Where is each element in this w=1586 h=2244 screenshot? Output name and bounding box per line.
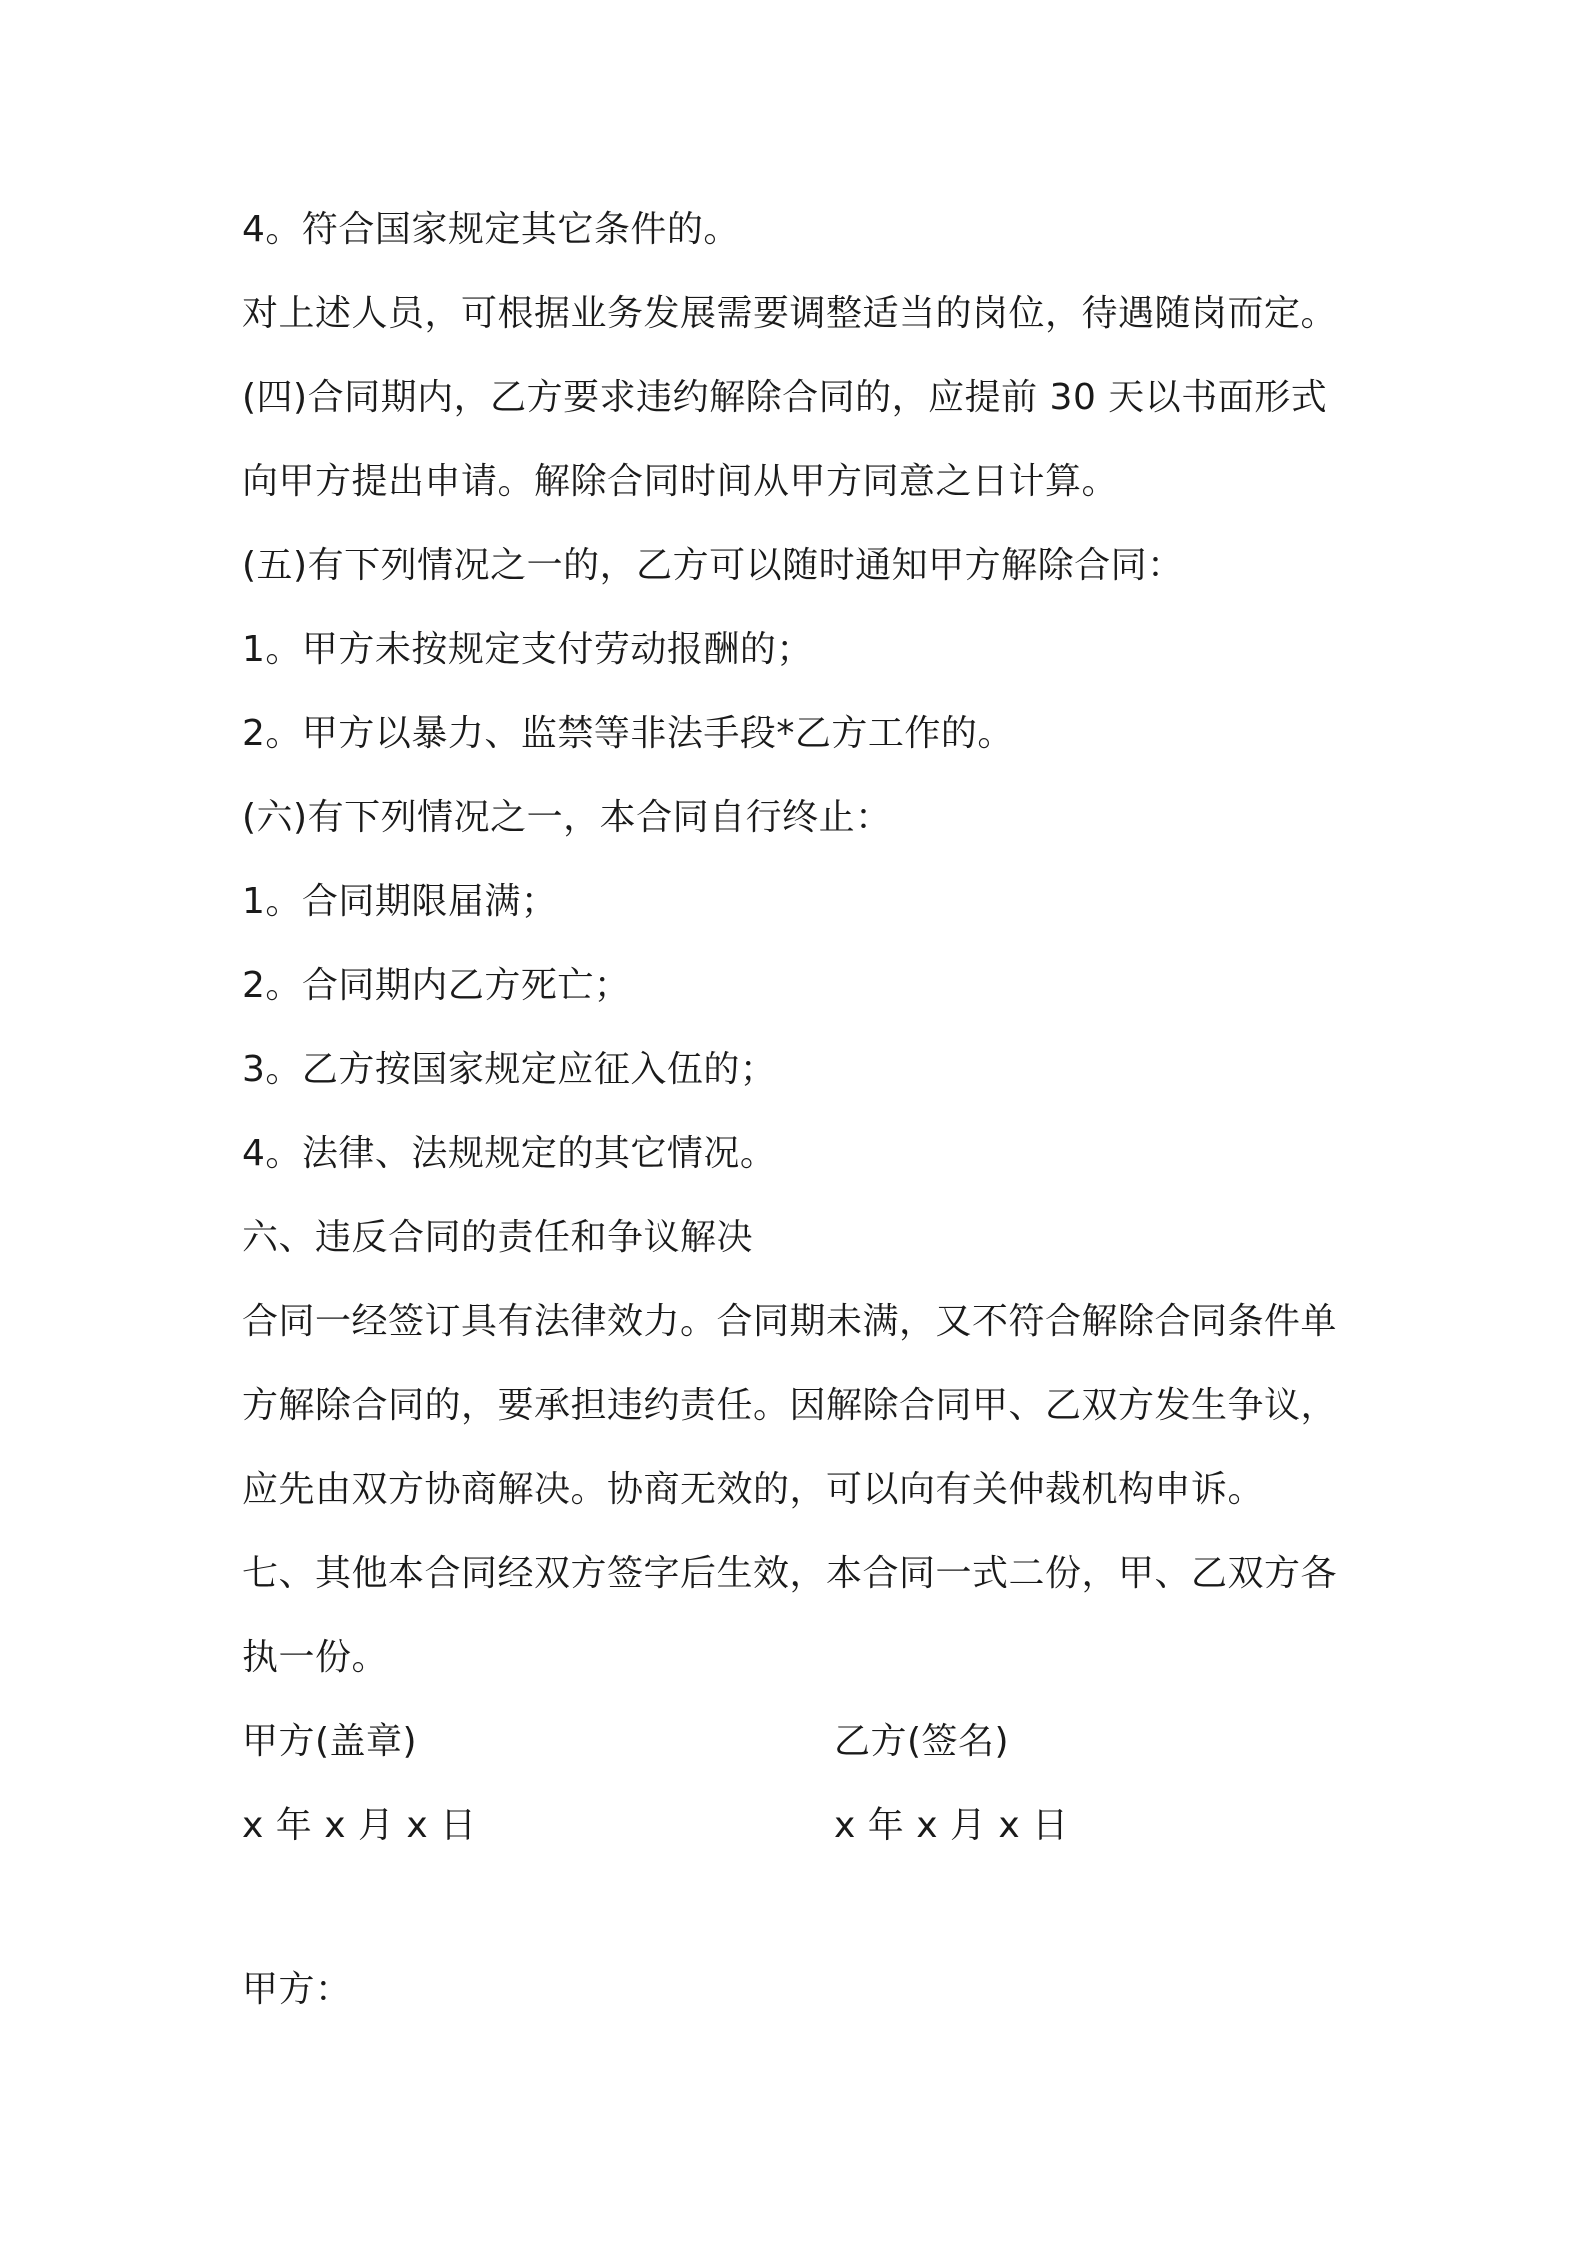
text-line: 方解除合同的，要承担违约责任。因解除合同甲、乙双方发生争议， (242, 1385, 1338, 1426)
footer-party-label: 甲方： (242, 1969, 352, 2010)
party-b-signature-label: 乙方(签名) (834, 1721, 1010, 1762)
text-line: 1。甲方未按规定支付劳动报酬的； (242, 629, 813, 670)
party-a-signature-label: 甲方(盖章) (242, 1721, 418, 1762)
section-heading: 六、违反合同的责任和争议解决 (242, 1217, 754, 1258)
text-line: 合同一经签订具有法律效力。合同期未满，又不符合解除合同条件单 (242, 1301, 1338, 1342)
text-line: 七、其他本合同经双方签字后生效，本合同一式二份，甲、乙双方各 (242, 1553, 1338, 1594)
text-line: 执一份。 (242, 1637, 389, 1678)
text-line: (四)合同期内，乙方要求违约解除合同的，应提前 30 天以书面形式 (242, 377, 1328, 418)
text-line: 2。甲方以暴力、监禁等非法手段*乙方工作的。 (242, 713, 1014, 754)
text-line: (六)有下列情况之一，本合同自行终止： (242, 797, 892, 838)
text-line: 应先由双方协商解决。协商无效的，可以向有关仲裁机构申诉。 (242, 1469, 1265, 1510)
text-line: 2。合同期内乙方死亡； (242, 965, 631, 1006)
text-line: (五)有下列情况之一的，乙方可以随时通知甲方解除合同： (242, 545, 1184, 586)
text-line: 4。法律、法规规定的其它情况。 (242, 1133, 777, 1174)
text-line: 对上述人员，可根据业务发展需要调整适当的岗位，待遇随岗而定。 (242, 293, 1338, 334)
text-line: 向甲方提出申请。解除合同时间从甲方同意之日计算。 (242, 461, 1119, 502)
text-line: 3。乙方按国家规定应征入伍的； (242, 1049, 777, 1090)
party-b-date: x 年 x 月 x 日 (834, 1805, 1069, 1846)
party-a-date: x 年 x 月 x 日 (242, 1805, 477, 1846)
text-line: 4。符合国家规定其它条件的。 (242, 209, 740, 250)
text-line: 1。合同期限届满； (242, 881, 558, 922)
